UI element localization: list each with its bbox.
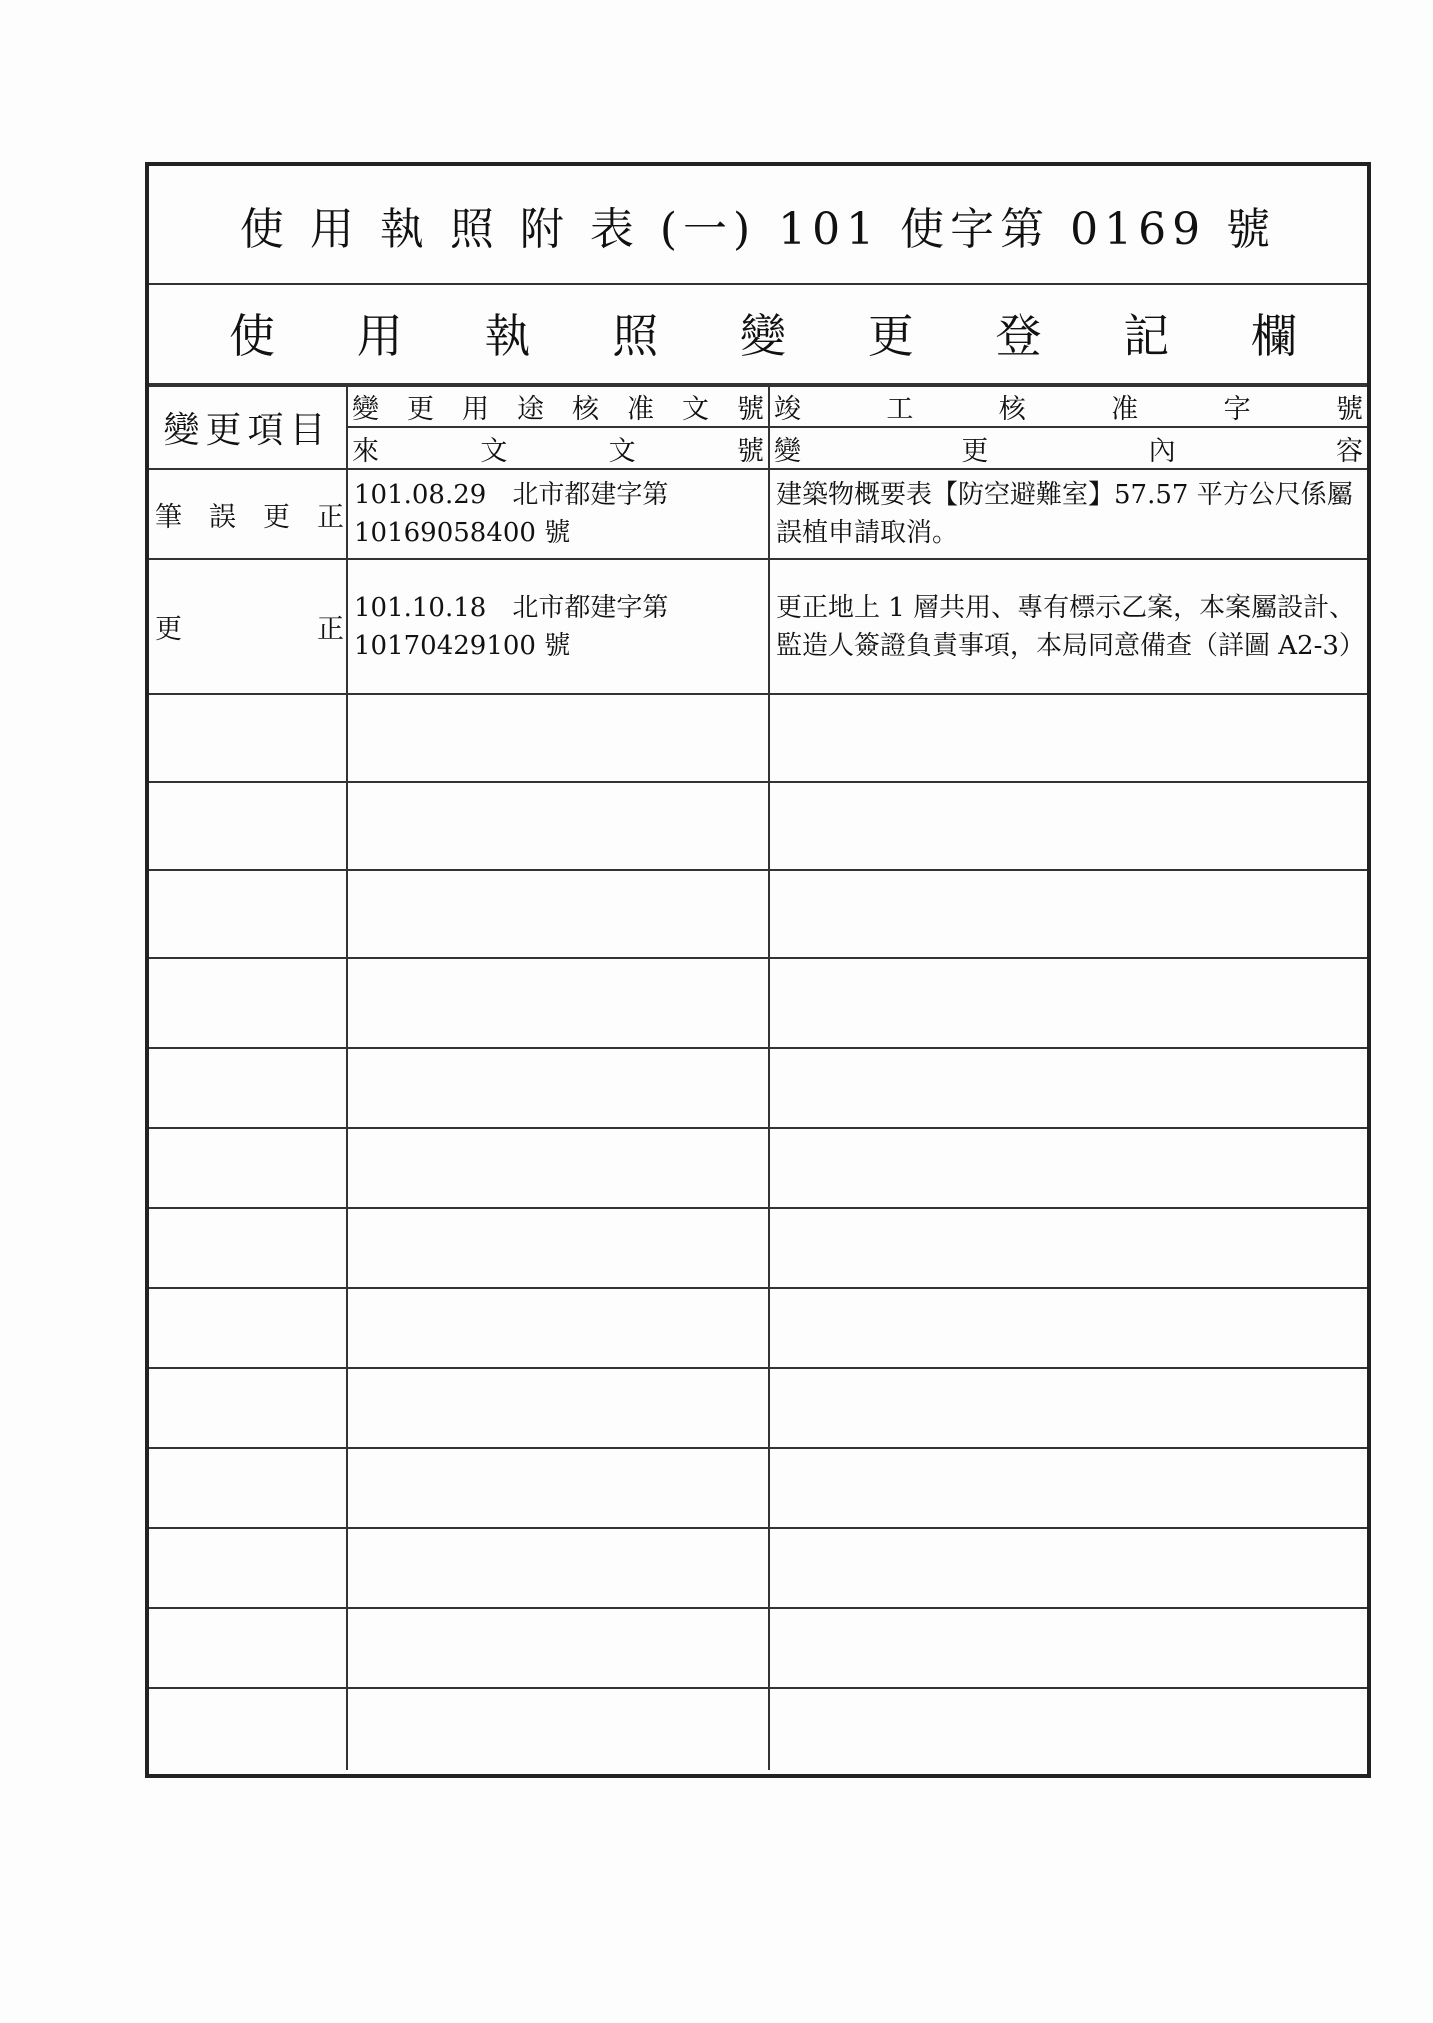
empty-cell xyxy=(769,1208,1367,1288)
change-content-text: 更正地上 1 層共用、專有標示乙案，本案屬設計、監造人簽證負責事項，本局同意備查（詳圖 A2-3） xyxy=(776,592,1365,661)
title-license-number: 101 使字第 0169 號 xyxy=(778,203,1277,255)
empty-cell xyxy=(347,1288,769,1368)
empty-row xyxy=(149,870,1367,958)
empty-row xyxy=(149,1688,1367,1770)
header-char: 號 xyxy=(737,394,764,425)
empty-cell xyxy=(347,1608,769,1688)
license-appendix-sheet xyxy=(145,162,1371,1778)
empty-cell xyxy=(149,1288,347,1368)
empty-row xyxy=(149,1448,1367,1528)
empty-cell xyxy=(347,958,769,1048)
header-char: 字 xyxy=(1223,394,1251,425)
item-char: 正 xyxy=(317,501,344,533)
change-content-cell xyxy=(769,469,1367,559)
header-char: 號 xyxy=(1335,394,1363,425)
empty-cell xyxy=(149,1608,347,1688)
empty-cell xyxy=(769,1128,1367,1208)
item-char: 筆 xyxy=(155,501,182,533)
header-change-content xyxy=(769,427,1367,469)
document-number-cell xyxy=(347,469,769,559)
header-char: 核 xyxy=(998,394,1026,425)
empty-row xyxy=(149,1048,1367,1128)
empty-cell xyxy=(769,1688,1367,1770)
empty-cell xyxy=(149,694,347,782)
page-title xyxy=(240,193,1276,257)
empty-row xyxy=(149,1528,1367,1608)
header-char: 內 xyxy=(1148,435,1176,467)
item-char: 正 xyxy=(317,614,344,645)
section-title-char: 照 xyxy=(612,309,659,363)
empty-cell xyxy=(347,870,769,958)
empty-cell xyxy=(347,1128,769,1208)
section-title-char: 登 xyxy=(995,309,1042,363)
empty-cell xyxy=(769,1048,1367,1128)
empty-cell xyxy=(769,1448,1367,1528)
header-char: 文 xyxy=(480,435,508,467)
header-char: 文 xyxy=(608,435,636,467)
header-completion-approval xyxy=(769,386,1367,427)
header-char: 准 xyxy=(1111,394,1139,425)
section-title-char: 使 xyxy=(229,309,275,363)
document-number-line: 10169058400 號 xyxy=(354,518,571,548)
header-char: 變 xyxy=(774,435,801,467)
title-left: 使 用 執 照 附 表 (一) xyxy=(239,203,757,255)
empty-row xyxy=(149,1288,1367,1368)
empty-row xyxy=(149,1608,1367,1688)
section-title-char: 欄 xyxy=(1251,309,1297,363)
empty-cell xyxy=(347,1448,769,1528)
change-item-cell xyxy=(149,469,347,559)
table-row xyxy=(149,559,1367,694)
header-char: 更 xyxy=(961,435,989,467)
header-incoming-doc xyxy=(347,427,769,469)
empty-row xyxy=(149,694,1367,782)
change-content-cell xyxy=(769,559,1367,694)
empty-cell xyxy=(149,1128,347,1208)
header-char: 工 xyxy=(886,394,914,425)
empty-cell xyxy=(347,782,769,870)
change-record-table xyxy=(149,385,1367,1770)
section-title-char: 用 xyxy=(356,309,403,363)
header-char: 號 xyxy=(736,435,764,467)
empty-cell xyxy=(769,1288,1367,1368)
empty-cell xyxy=(347,1368,769,1448)
section-title-char: 變 xyxy=(740,309,786,363)
empty-cell xyxy=(149,1368,347,1448)
empty-row xyxy=(149,958,1367,1048)
section-title-char: 更 xyxy=(867,309,914,363)
header-char: 文 xyxy=(682,394,709,425)
empty-cell xyxy=(769,782,1367,870)
empty-cell xyxy=(347,1528,769,1608)
empty-cell xyxy=(769,1528,1367,1608)
empty-row xyxy=(149,1128,1367,1208)
empty-cell xyxy=(769,1368,1367,1448)
document-date-line: 101.10.18 北市都建字第 xyxy=(354,592,669,623)
empty-cell xyxy=(149,1688,347,1770)
empty-cell xyxy=(347,1048,769,1128)
change-item-cell xyxy=(149,559,347,694)
document-date-line: 101.08.29 北市都建字第 xyxy=(354,480,669,510)
header-char: 途 xyxy=(517,394,544,425)
header-char: 變 xyxy=(352,394,379,425)
table-row xyxy=(149,469,1367,559)
change-content-text: 建築物概要表【防空避難室】57.57 平方公尺係屬誤植申請取消。 xyxy=(776,480,1353,548)
empty-cell xyxy=(149,870,347,958)
header-change-item: 變更項目 xyxy=(149,386,347,469)
empty-cell xyxy=(149,1448,347,1528)
section-title-char: 記 xyxy=(1123,309,1170,363)
document-number-cell xyxy=(347,559,769,694)
empty-cell xyxy=(347,1688,769,1770)
item-char: 更 xyxy=(155,614,182,645)
header-approval-doc xyxy=(347,386,769,427)
empty-cell xyxy=(149,1048,347,1128)
item-char: 更 xyxy=(263,501,290,533)
empty-cell xyxy=(769,1608,1367,1688)
header-char: 核 xyxy=(572,394,599,425)
item-char: 誤 xyxy=(209,501,236,533)
header-char: 用 xyxy=(462,394,489,425)
empty-cell xyxy=(149,1528,347,1608)
empty-cell xyxy=(347,694,769,782)
empty-cell xyxy=(769,958,1367,1048)
section-title-char: 執 xyxy=(484,309,531,363)
empty-row xyxy=(149,782,1367,870)
empty-cell xyxy=(149,958,347,1048)
header-char: 准 xyxy=(627,394,654,425)
empty-cell xyxy=(149,782,347,870)
empty-cell xyxy=(769,870,1367,958)
document-number-line: 10170429100 號 xyxy=(354,630,571,661)
title-row xyxy=(149,166,1367,285)
empty-cell xyxy=(149,1208,347,1288)
empty-row xyxy=(149,1368,1367,1448)
header-char: 來 xyxy=(352,435,379,467)
empty-row xyxy=(149,1208,1367,1288)
header-char: 更 xyxy=(407,394,434,425)
section-title xyxy=(149,283,1367,385)
empty-cell xyxy=(347,1208,769,1288)
header-char: 竣 xyxy=(774,394,801,425)
header-char: 容 xyxy=(1335,435,1363,467)
empty-cell xyxy=(769,694,1367,782)
